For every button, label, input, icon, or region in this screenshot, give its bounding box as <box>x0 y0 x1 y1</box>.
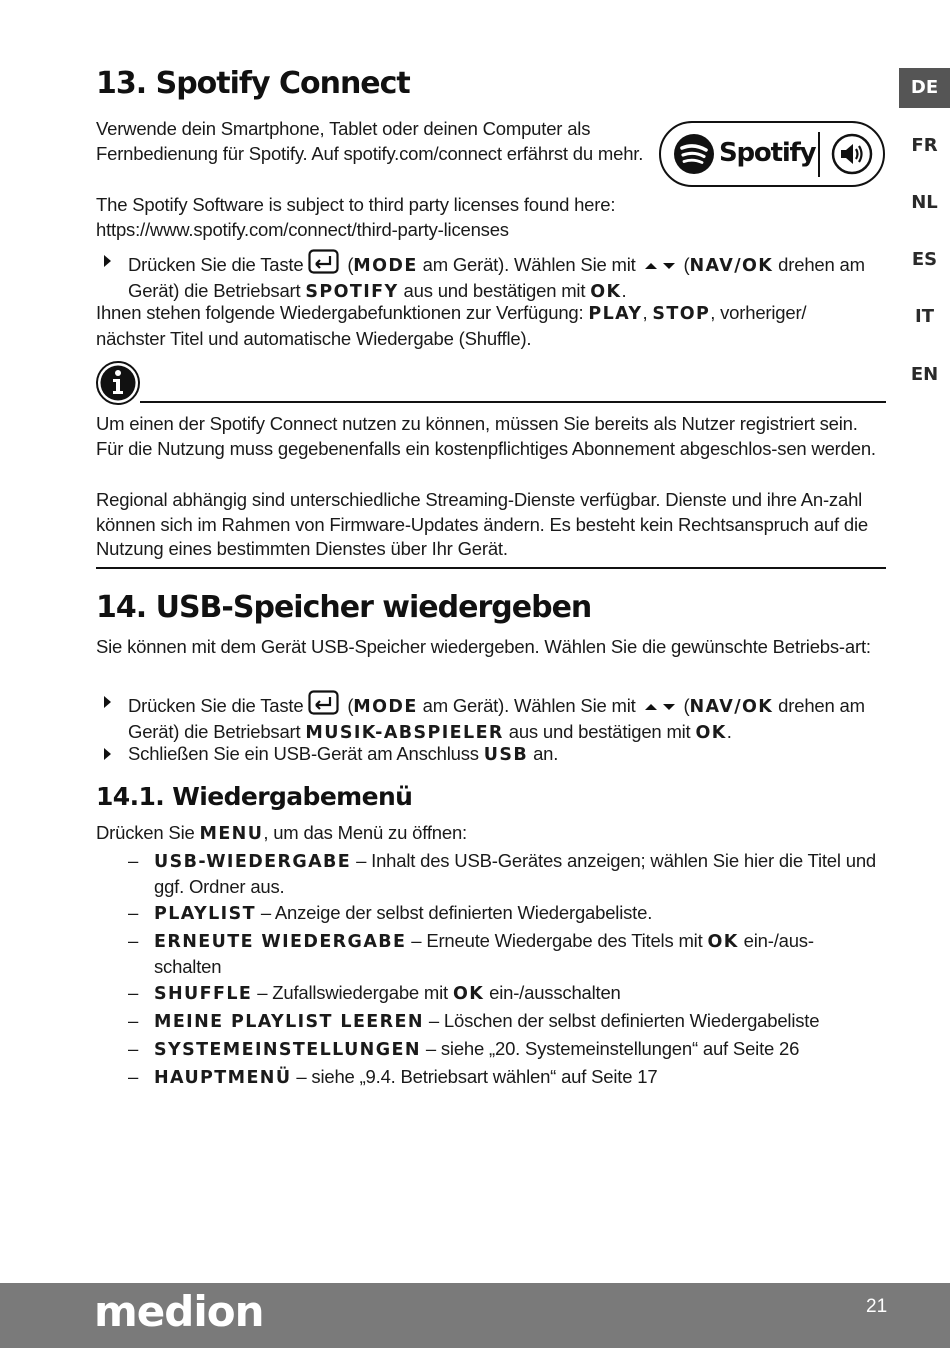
speaker-icon <box>831 133 873 175</box>
mode-key-icon <box>308 249 342 275</box>
spotify-icon <box>673 133 715 175</box>
page-number: 21 <box>866 1296 888 1317</box>
lang-en[interactable]: EN <box>910 364 939 385</box>
menu-intro: Drücken Sie MENU, um das Menü zu öffnen: <box>96 822 467 844</box>
section-14-1-heading: 14.1. Wiedergabemenü <box>96 782 413 811</box>
spotify-wordmark: Spotify <box>719 138 816 168</box>
spotify-step: Drücken Sie die Taste (MODE am Gerät). Wählen Sie mit (NAV/OK drehen am Gerät) die Betriebsart SPOTIFY aus und bestätigen mit OK. <box>104 249 884 304</box>
note-registration: Um einen der Spotify Connect nutzen zu können, müssen Sie bereits als Nutzer registriert sein. Für die Nutzung muss gegebenenfalls ein kostenpflichtiges Abonnement abgeschlos-sen werden. <box>96 413 876 459</box>
mode-key-icon <box>308 690 342 716</box>
up-down-arrows-icon <box>641 259 679 273</box>
lang-de[interactable]: DE <box>899 68 950 108</box>
up-down-arrows-icon <box>641 700 679 714</box>
lang-nl[interactable]: NL <box>911 192 938 213</box>
lang-fr[interactable]: FR <box>911 135 938 156</box>
note-bottom-rule <box>96 567 886 569</box>
info-icon <box>96 361 142 407</box>
lang-it[interactable]: IT <box>915 306 934 327</box>
spotify-license-text: The Spotify Software is subject to third party licenses found here: https://www.spotify.com/connect/third-party-licenses <box>96 194 616 240</box>
bullet-arrow-icon <box>104 255 111 267</box>
usb-step-2: Schließen Sie ein USB-Gerät am Anschluss USB an. <box>104 742 884 768</box>
lang-es[interactable]: ES <box>911 249 938 270</box>
playback-functions: Ihnen stehen folgende Wiedergabefunktionen zur Verfügung: PLAY, STOP, vorheriger/ nächster Titel und automatische Wiedergabe (Shuffle). <box>96 302 807 349</box>
bullet-arrow-icon <box>104 696 111 708</box>
logo-divider <box>818 132 820 177</box>
footer-bar <box>0 1283 950 1348</box>
spotify-logo-badge <box>659 121 885 187</box>
usb-intro: Sie können mit dem Gerät USB-Speicher wiedergeben. Wählen Sie die gewünschte Betriebs-art: <box>96 636 871 657</box>
section-14-heading: 14. USB-Speicher wiedergeben <box>96 590 592 625</box>
usb-step-1: Drücken Sie die Taste (MODE am Gerät). Wählen Sie mit (NAV/OK drehen am Gerät) die Betriebsart MUSIK-ABSPIELER aus und bestätigen mit OK. <box>104 690 884 745</box>
note-regional: Regional abhängig sind unterschiedliche Streaming-Dienste verfügbar. Dienste und ihre An-zahl können sich im Rahmen von Firmware-Updates ändern. Es besteht kein Rechtsanspruch auf die Nutzung eines bestimmten Dienstes über Ihr Gerät. <box>96 489 868 559</box>
bullet-arrow-icon <box>104 748 111 760</box>
spotify-intro: Verwende dein Smartphone, Tablet oder deinen Computer als Fernbedienung für Spotify. Auf spotify.com/connect erfährst du mehr. <box>96 118 644 164</box>
medion-logo: medion <box>94 1287 264 1336</box>
note-top-rule <box>140 401 886 403</box>
section-13-heading: 13. Spotify Connect <box>96 66 410 101</box>
